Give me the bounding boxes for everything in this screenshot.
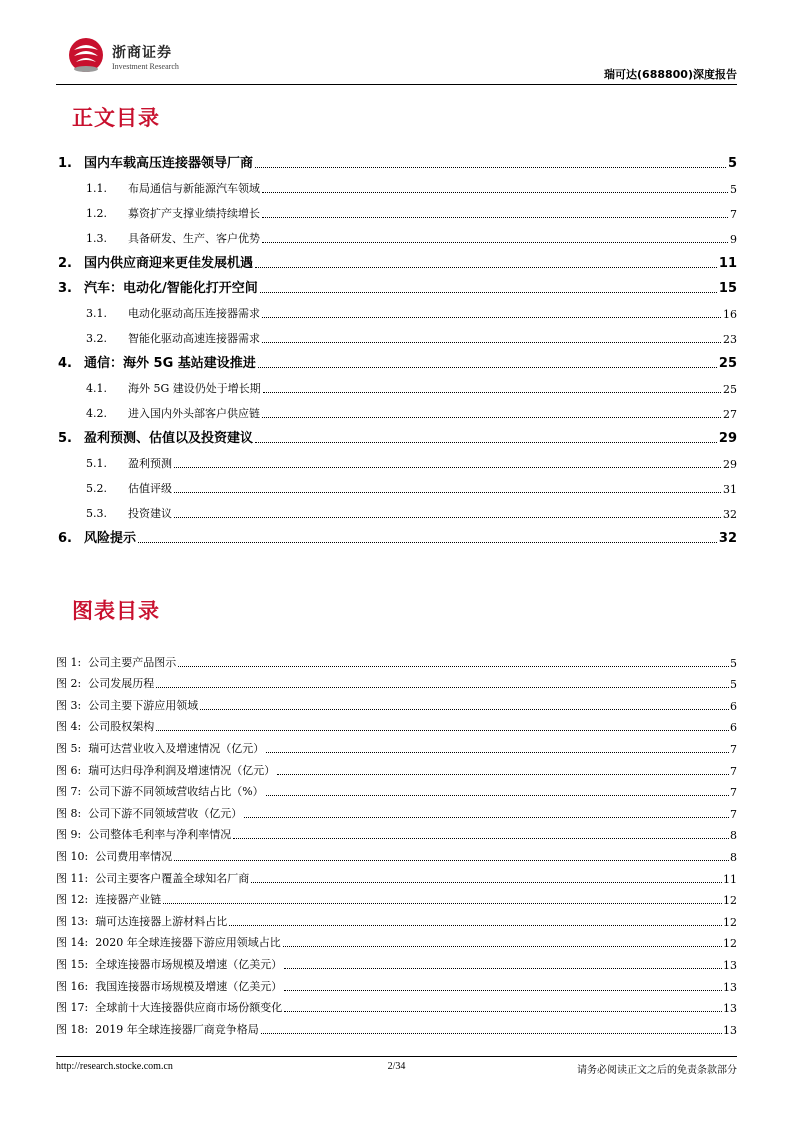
toc-entry-number: 4.1. [86, 382, 107, 395]
figure-page: 7 [730, 742, 737, 756]
figure-title: 公司费用率情况 [95, 849, 173, 863]
figure-entry-title [56, 891, 161, 907]
figure-leader-dots [163, 903, 722, 904]
toc-heading: 正文目录 [72, 106, 160, 130]
figure-page: 7 [730, 764, 737, 778]
figure-title: 公司主要客户覆盖全球知名厂商 [95, 871, 250, 885]
toc-section-entry[interactable] [56, 321, 737, 346]
figure-page: 13 [723, 980, 737, 994]
figure-entry-title [56, 826, 231, 842]
figure-title: 公司股权架构 [88, 720, 155, 734]
toc-entry-number: 6. [58, 531, 72, 546]
figure-leader-dots [200, 709, 729, 710]
toc-entry-text: 布局通信与新能源汽车领域 [128, 182, 260, 195]
figure-entry-title [56, 1021, 259, 1037]
toc-leader-dots [174, 492, 721, 493]
toc-section-entry[interactable] [56, 171, 737, 196]
figure-entry[interactable] [56, 886, 737, 908]
figure-leader-dots [156, 730, 729, 731]
toc-entry-title [86, 305, 260, 321]
figure-page: 6 [730, 721, 737, 735]
figure-leader-dots [277, 774, 729, 775]
report-title: 瑞可达(688800)深度报告 [604, 68, 737, 81]
toc-entry-title [86, 405, 260, 421]
figure-page: 13 [723, 958, 737, 972]
toc-section-entry[interactable] [56, 196, 737, 221]
figure-entry-title [56, 783, 264, 799]
figure-entry-title [56, 718, 154, 734]
toc-leader-dots [255, 167, 726, 168]
toc-entry-page: 31 [723, 483, 737, 496]
toc-entry-page: 25 [723, 383, 737, 396]
figure-label: 图 6: [56, 763, 82, 777]
toc-entry-title [56, 352, 256, 371]
toc-leader-dots [262, 317, 721, 318]
footer-divider [56, 1056, 737, 1057]
figure-label: 图 14: [56, 936, 89, 950]
toc-leader-dots [262, 342, 721, 343]
toc-entry-text: 国内供应商迎来更佳发展机遇 [84, 256, 254, 271]
figure-title: 2019 年全球连接器厂商竞争格局 [95, 1022, 259, 1036]
toc-entry-page: 16 [723, 308, 737, 321]
toc-entry-text: 进入国内外头部客户供应链 [128, 407, 260, 420]
figure-label: 图 10: [56, 849, 89, 863]
toc-entry-number: 1.3. [86, 232, 107, 245]
toc-chapter-entry[interactable] [56, 146, 737, 171]
toc-entry-page: 27 [723, 408, 737, 421]
toc-entry-text: 具备研发、生产、客户优势 [128, 232, 260, 245]
toc-leader-dots [262, 242, 728, 243]
toc-entry-text: 估值评级 [128, 482, 172, 495]
figure-leader-dots [266, 795, 729, 796]
figure-title: 2020 年全球连接器下游应用领域占比 [95, 936, 281, 950]
toc-entry-number: 4. [58, 356, 72, 371]
figure-leader-dots [284, 1011, 722, 1012]
figure-label: 图 1: [56, 655, 82, 669]
figure-entry-title [56, 697, 198, 713]
toc-entry-title [86, 230, 260, 246]
toc-leader-dots [263, 392, 721, 393]
toc-leader-dots [255, 442, 717, 443]
figure-entry[interactable] [56, 648, 737, 670]
toc-entry-number: 5.1. [86, 457, 107, 470]
figure-page: 8 [730, 850, 737, 864]
list-of-figures [56, 648, 737, 1037]
figure-title: 瑞可达连接器上游材料占比 [95, 914, 228, 928]
figure-entry-title [56, 762, 275, 778]
toc-entry-page: 5 [727, 156, 737, 171]
figure-label: 图 15: [56, 957, 89, 971]
toc-entry-page: 29 [718, 431, 737, 446]
figure-leader-dots [284, 968, 722, 969]
toc-entry-page: 9 [730, 233, 737, 246]
figure-entry[interactable] [56, 734, 737, 756]
figure-title: 公司下游不同领域营收（亿元） [88, 806, 243, 820]
figure-title: 连接器产业链 [95, 893, 162, 907]
figure-entry[interactable] [56, 929, 737, 951]
figure-entry-title [56, 805, 242, 821]
toc-entry-page: 11 [718, 256, 737, 271]
figure-entry-title [56, 675, 154, 691]
figure-leader-dots [284, 990, 722, 991]
figure-title: 公司下游不同领域营收结占比（%） [88, 785, 264, 799]
figure-entry[interactable] [56, 799, 737, 821]
figure-entry[interactable] [56, 821, 737, 843]
footer-url[interactable]: http://research.stocke.com.cn [56, 1061, 173, 1072]
toc-entry-title [56, 152, 253, 171]
toc-section-entry[interactable] [56, 371, 737, 396]
figure-page: 5 [730, 656, 737, 670]
toc-section-entry[interactable] [56, 496, 737, 521]
toc-leader-dots [260, 292, 717, 293]
toc-entry-text: 募资扩产支撑业绩持续增长 [128, 207, 260, 220]
toc-chapter-entry[interactable] [56, 521, 737, 546]
logo-icon [66, 36, 106, 74]
toc-entry-number: 2. [58, 256, 72, 271]
toc-entry-text: 国内车载高压连接器领导厂商 [84, 156, 254, 171]
toc-entry-title [86, 455, 172, 471]
figure-title: 公司发展历程 [88, 677, 155, 691]
toc-section-entry[interactable] [56, 471, 737, 496]
figure-page: 12 [723, 915, 737, 929]
figure-page: 13 [723, 1023, 737, 1037]
logo-english-name: Investment Research [112, 62, 179, 71]
figure-page: 7 [730, 786, 737, 800]
figure-entry-title [56, 934, 281, 950]
figure-label: 图 5: [56, 741, 82, 755]
toc-chapter-entry[interactable] [56, 346, 737, 371]
toc-entry-text: 海外 5G 建设仍处于增长期 [128, 382, 261, 395]
figure-title: 瑞可达归母净利润及增速情况（亿元） [88, 763, 276, 777]
toc-chapter-entry[interactable] [56, 421, 737, 446]
figure-entry-title [56, 999, 282, 1015]
figure-label: 图 7: [56, 785, 82, 799]
figure-leader-dots [261, 1033, 722, 1034]
figure-leader-dots [283, 946, 722, 947]
figure-entry-title [56, 740, 264, 756]
figure-title: 公司整体毛利率与净利率情况 [88, 828, 232, 842]
figure-page: 8 [730, 829, 737, 843]
figure-label: 图 8: [56, 806, 82, 820]
figure-label: 图 18: [56, 1022, 89, 1036]
toc-entry-title [86, 380, 261, 396]
figure-title: 全球连接器市场规模及增速（亿美元） [95, 957, 283, 971]
toc-entry-number: 5. [58, 431, 72, 446]
toc-entry-number: 5.3. [86, 507, 107, 520]
figure-leader-dots [251, 882, 722, 883]
figure-title: 我国连接器市场规模及增速（亿美元） [95, 979, 283, 993]
figure-leader-dots [174, 860, 729, 861]
figure-title: 瑞可达营业收入及增速情况（亿元） [88, 741, 265, 755]
figure-entry[interactable] [56, 994, 737, 1016]
toc-entry-title [86, 480, 172, 496]
figure-leader-dots [229, 925, 722, 926]
figure-leader-dots [178, 666, 729, 667]
toc-entry-number: 3. [58, 281, 72, 296]
toc-entry-page: 29 [723, 458, 737, 471]
figure-page: 12 [723, 894, 737, 908]
footer-disclaimer: 请务必阅读正文之后的免责条款部分 [577, 1065, 737, 1076]
toc-entry-title [56, 277, 258, 296]
toc-entry-title [56, 427, 253, 446]
header-divider [56, 84, 737, 85]
toc-section-entry[interactable] [56, 396, 737, 421]
toc-leader-dots [174, 517, 721, 518]
figure-label: 图 9: [56, 828, 82, 842]
toc-entry-page: 5 [730, 183, 737, 196]
toc-entry-text: 盈利预测 [128, 457, 172, 470]
toc-chapter-entry[interactable] [56, 246, 737, 271]
toc-entry-text: 盈利预测、估值以及投资建议 [84, 431, 254, 446]
toc-entry-page: 32 [718, 531, 737, 546]
figure-entry[interactable] [56, 1015, 737, 1037]
page-header [56, 32, 737, 84]
toc-entry-number: 5.2. [86, 482, 107, 495]
figure-page: 13 [723, 1002, 737, 1016]
figure-label: 图 11: [56, 871, 89, 885]
toc-entry-number: 4.2. [86, 407, 107, 420]
figure-page: 12 [723, 937, 737, 951]
figure-leader-dots [156, 687, 729, 688]
toc-leader-dots [262, 417, 721, 418]
toc-entry-text: 智能化驱动高速连接器需求 [128, 332, 260, 345]
toc-entry-text: 电动化驱动高压连接器需求 [128, 307, 260, 320]
toc-entry-title [86, 205, 260, 221]
toc-entry-number: 3.1. [86, 307, 107, 320]
toc-entry-number: 1.1. [86, 182, 107, 195]
toc-entry-title [56, 252, 253, 271]
toc-entry-page: 15 [718, 281, 737, 296]
figure-entry-title [56, 978, 282, 994]
logo-chinese-name: 浙商证券 [112, 45, 172, 61]
figure-entry[interactable] [56, 713, 737, 735]
figure-entry-title [56, 913, 227, 929]
toc-entry-title [86, 330, 260, 346]
figure-entry[interactable] [56, 972, 737, 994]
figure-entry[interactable] [56, 864, 737, 886]
toc-entry-text: 风险提示 [84, 531, 137, 546]
figure-title: 全球前十大连接器供应商市场份额变化 [95, 1001, 283, 1015]
figure-page: 5 [730, 678, 737, 692]
figure-entry-title [56, 848, 172, 864]
toc-leader-dots [255, 267, 717, 268]
toc-entry-title [86, 505, 172, 521]
figure-leader-dots [244, 817, 729, 818]
figure-entry[interactable] [56, 756, 737, 778]
figure-entry-title [56, 870, 249, 886]
toc-entry-number: 3.2. [86, 332, 107, 345]
figure-leader-dots [266, 752, 729, 753]
toc-entry-title [86, 180, 260, 196]
toc-entry-text: 投资建议 [128, 507, 172, 520]
figure-page: 11 [723, 872, 737, 886]
figure-entry-title [56, 956, 282, 972]
figure-entry[interactable] [56, 842, 737, 864]
figures-heading: 图表目录 [72, 599, 160, 623]
figure-page: 7 [730, 807, 737, 821]
figure-entry[interactable] [56, 907, 737, 929]
figure-label: 图 3: [56, 698, 82, 712]
figure-label: 图 17: [56, 1001, 89, 1015]
table-of-contents [56, 146, 737, 546]
figure-label: 图 4: [56, 720, 82, 734]
figure-entry[interactable] [56, 670, 737, 692]
toc-entry-page: 7 [730, 208, 737, 221]
figure-page: 6 [730, 699, 737, 713]
toc-entry-page: 23 [723, 333, 737, 346]
figure-label: 图 12: [56, 893, 89, 907]
toc-leader-dots [138, 542, 717, 543]
toc-entry-text: 汽车：电动化/智能化打开空间 [84, 281, 258, 296]
toc-leader-dots [262, 192, 728, 193]
toc-section-entry[interactable] [56, 221, 737, 246]
figure-label: 图 16: [56, 979, 89, 993]
figure-entry[interactable] [56, 691, 737, 713]
toc-leader-dots [174, 467, 721, 468]
figure-entry[interactable] [56, 778, 737, 800]
toc-leader-dots [262, 217, 728, 218]
figure-label: 图 13: [56, 914, 89, 928]
toc-section-entry[interactable] [56, 296, 737, 321]
toc-section-entry[interactable] [56, 446, 737, 471]
figure-title: 公司主要下游应用领域 [88, 698, 199, 712]
toc-entry-page: 25 [718, 356, 737, 371]
toc-entry-title [56, 527, 136, 546]
toc-entry-number: 1.2. [86, 207, 107, 220]
figure-label: 图 2: [56, 677, 82, 691]
toc-entry-number: 1. [58, 156, 72, 171]
figure-entry-title [56, 654, 176, 670]
toc-entry-text: 通信：海外 5G 基站建设推进 [84, 356, 256, 371]
footer-page-number: 2/34 [387, 1061, 406, 1072]
figure-leader-dots [233, 838, 729, 839]
figure-title: 公司主要产品图示 [88, 655, 177, 669]
toc-entry-page: 32 [723, 508, 737, 521]
toc-chapter-entry[interactable] [56, 271, 737, 296]
figure-entry[interactable] [56, 950, 737, 972]
toc-leader-dots [258, 367, 717, 368]
